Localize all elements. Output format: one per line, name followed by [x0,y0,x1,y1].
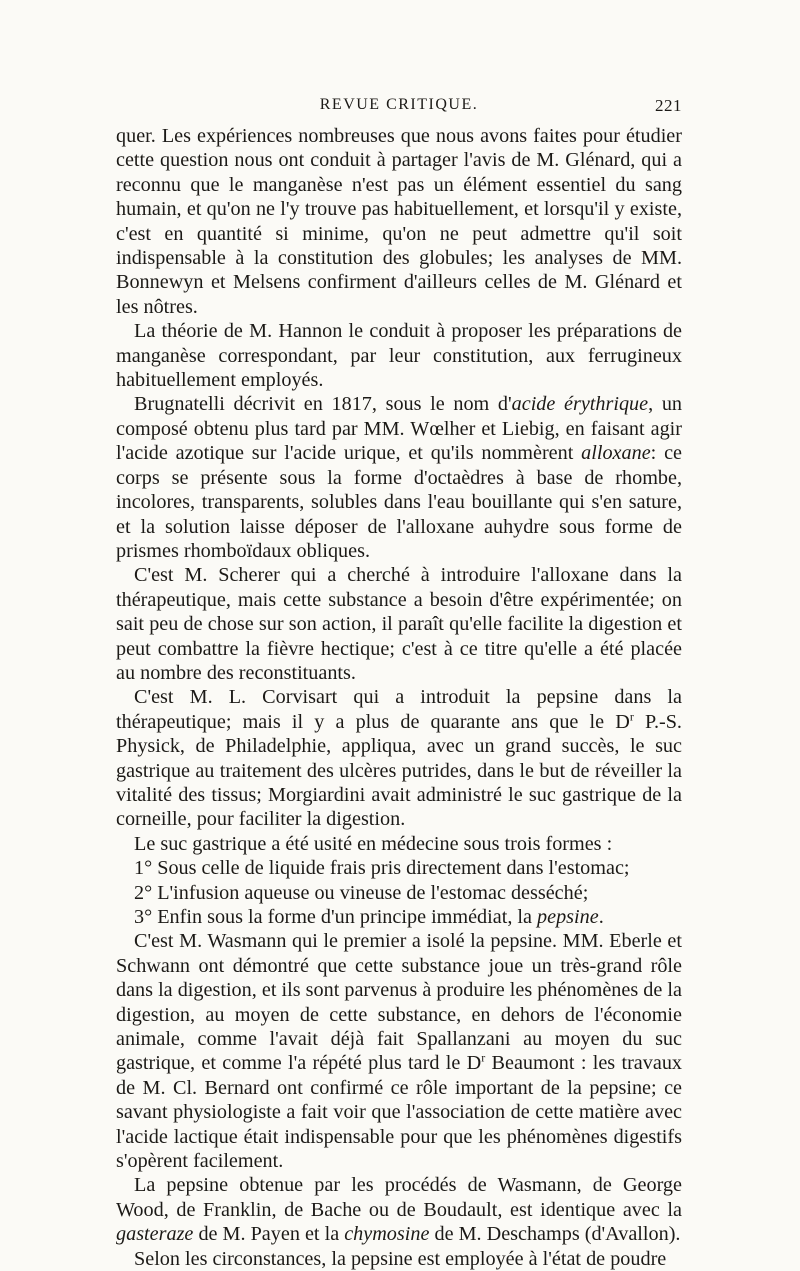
text-run: 2° L'infusion aqueuse ou vineuse de l'estomac desséché; [134,881,589,904]
superscript: r [629,709,634,724]
text-run: C'est M. L. Corvisart qui a introduit la pepsine dans la thérapeutique; mais il y a plus de quarante ans que le D [116,686,682,733]
paragraph [116,319,682,392]
page-header [116,96,682,120]
text-run: 1° Sous celle de liquide frais pris directement dans l'estomac; [134,857,630,880]
italic-term: gasteraze [116,1223,194,1246]
paragraph [116,563,682,685]
text-run: Le suc gastrique a été usité en médecine sous trois formes : [134,832,613,855]
italic-term: acide érythrique [511,393,649,416]
paragraph [116,1173,682,1246]
paragraph [116,685,682,831]
text-run: de M. Payen et la [193,1223,345,1246]
text-run: La pepsine obtenue par les procédés de Wasmann, de George Wood, de Franklin, de Bache ou de Boudault, est identique avec la [116,1174,682,1221]
paragraph [116,856,682,880]
running-title: REVUE CRITIQUE. [319,96,479,113]
paragraph [116,881,682,905]
text-run: . [598,906,604,928]
paragraph [116,929,682,1173]
text-run: : ce corps se présente sous la forme d'octaèdres à base de rhombe, incolores, transparents, solubles dans l'eau bouillante qui s'en sature, et la solution laisse déposer de l'alloxane auhydre sous forme de prismes rhomboïdaux obliques. [116,442,682,562]
text-run: C'est M. Wasmann qui le premier a isolé la pepsine. MM. Eberle et Schwann ont démontré que cette substance joue un très-grand rôle dans la digestion, et ils sont parvenus à produire les phénomènes de la digestion, au moyen de cette substance, en dehors de l'économie animale, comme l'avait déjà fait Spallanzani au moyen du suc gastrique, et comme l'a répété plus tard le D [116,930,682,1075]
text-run: C'est M. Scherer qui a cherché à introduire l'alloxane dans la thérapeutique, mais cette substance a besoin d'être expérimentée; on sait peu de chose sur son action, il paraît qu'elle facilite la digestion et peut combattre la fièvre hectique; c'est à ce titre qu'elle a été placée au nombre des reconstituants. [116,564,682,684]
text-run: Selon les circonstances, la pepsine est employée à l'état de poudre [134,1247,667,1270]
superscript: r [481,1050,486,1065]
paragraph [116,905,682,929]
text-run: Beaumont : les travaux de M. Cl. Bernard ont confirmé ce rôle important de la pepsine; ce savant physiologiste a fait voir que l'association de cette matière avec l'acide lactique était indispensable pour que les phénomènes digestifs s'opèrent facilement. [116,1052,683,1173]
text-run: quer. Les expériences nombreuses que nous avons faites pour étudier cette question nous ont conduit à partager l'avis de M. Glénard, qui a reconnu que le manganèse n'est pas un élément essentiel du sang humain, et qu'on ne l'y trouve pas habituellement, et lorsqu'il y existe, c'est en quantité si minime, qu'on ne peut admettre qu'il soit indispensable à la constitution des globules; les analyses de MM. Bonnewyn et Melsens confirment d'ailleurs celles de M. Glénard et les nôtres. [116,125,682,318]
text-run: P.-S. Physick, de Philadelphie, appliqua, avec un grand succès, le suc gastrique au traitement des ulcères putrides, dans le but de réveiller la vitalité des tissus; Morgiardini avait administré le suc gastrique de la corneille, pour faciliter la digestion. [116,710,682,831]
paragraph [116,1247,682,1271]
text-run: de M. Deschamps (d'Avallon). [429,1223,681,1246]
italic-term: pepsine [537,906,599,928]
italic-term: chymosine [344,1223,430,1246]
paragraph [116,832,682,856]
paragraph [116,124,682,319]
paragraph [116,392,682,563]
body-text [116,124,682,1271]
text-run: , un composé obtenu plus tard par MM. Wœlher et Liebig, en faisant agir l'acide azotique sur l'acide urique, et qu'ils nommèrent [116,393,682,465]
italic-term: alloxane [581,442,651,465]
text-run: Brugnatelli décrivit en 1817, sous le nom d' [134,393,512,416]
page-number: 221 [655,96,682,115]
text-run: La théorie de M. Hannon le conduit à proposer les préparations de manganèse correspondant, par leur constitution, aux ferrugineux habituellement employés. [116,320,682,392]
text-run: 3° Enfin sous la forme d'un principe immédiat, la [134,906,538,928]
